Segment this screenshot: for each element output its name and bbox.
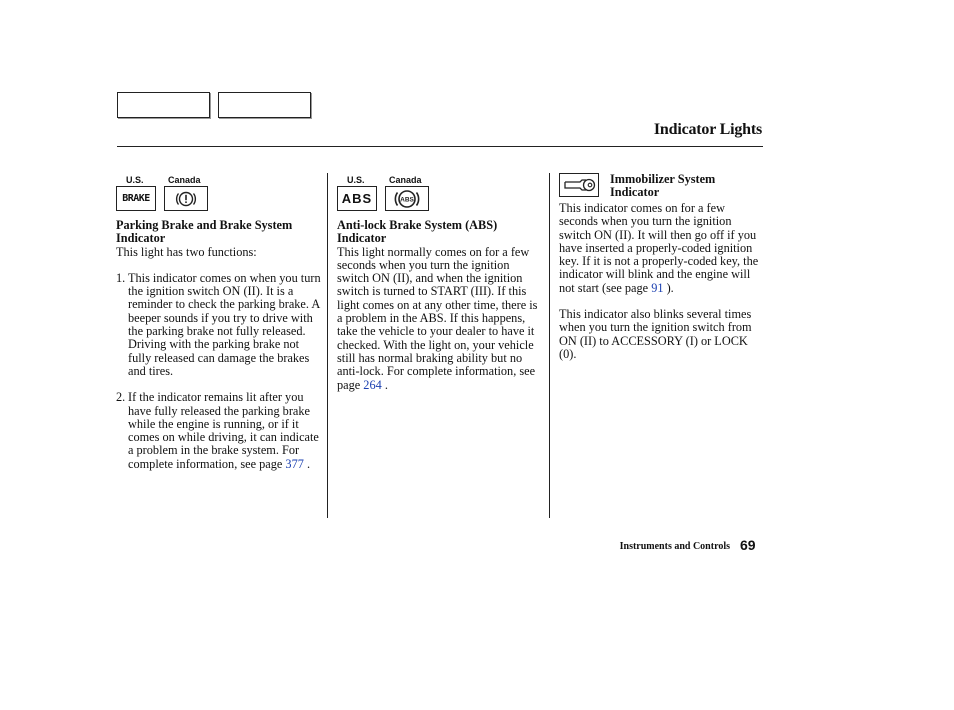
- list-item: [116, 391, 322, 471]
- page-number: 69: [740, 537, 756, 553]
- abs-section: [337, 174, 543, 392]
- canada-label: Canada: [168, 175, 201, 185]
- immobilizer-heading: Immobilizer System Indicator: [610, 172, 716, 199]
- page-link-377[interactable]: 377: [285, 456, 304, 471]
- abs-body: [337, 246, 543, 392]
- immobilizer-para-2: This indicator also blinks several times when you turn the ignition switch from ON (II) to ACCESSORY (I) or LOCK (0).: [559, 307, 752, 361]
- list-number: 2.: [116, 390, 126, 405]
- page-link-91[interactable]: 91: [651, 280, 664, 295]
- abs-icon-text: ABS: [341, 190, 373, 206]
- column-divider: [549, 173, 550, 518]
- nav-button-1[interactable]: [117, 92, 210, 118]
- abs-body-end: .: [384, 377, 388, 392]
- list-text: If the indicator remains lit after you have fully released the parking brake while the engine is running, or if it comes on while driving, it can indicate a problem in the brake system. For complete information, see page: [128, 390, 319, 471]
- immobilizer-text-end: ).: [666, 280, 674, 295]
- page-title: Indicator Lights: [653, 121, 762, 138]
- abs-text-icon: [337, 186, 377, 211]
- list-text-end: .: [306, 456, 311, 471]
- title-rule: [117, 146, 763, 147]
- parking-brake-section: [116, 174, 322, 471]
- list-item: [116, 272, 322, 378]
- abs-body-text: This light normally comes on for a few seconds when you turn the ignition switch ON (II), and when the ignition switch is turned to START (III). If this light comes on at any other time, there is a problem in the ABS. If this happens, take the vehicle to your dealer to have it checked. With the light on, your vehicle still has normal braking ability but no anti-lock. For complete information, see page: [337, 244, 538, 392]
- immobilizer-section: [559, 174, 763, 361]
- column-divider: [327, 173, 328, 518]
- us-label: U.S.: [347, 175, 365, 185]
- parking-brake-intro: This light has two functions:: [116, 244, 257, 259]
- abs-circle-text: ABS: [400, 196, 414, 203]
- immobilizer-para-1: [559, 202, 763, 295]
- key-icon: [559, 173, 599, 197]
- list-text: This indicator comes on when you turn the ignition switch ON (II). It is a reminder to check the parking brake. A beeper sounds if you try to drive with the parking brake not fully released. Driving with the parking brake not fully released can damage the brakes and tires.: [128, 270, 321, 378]
- nav-button-2[interactable]: [218, 92, 311, 118]
- circle-exclamation-icon: [164, 186, 208, 211]
- canada-label: Canada: [389, 175, 422, 185]
- us-label: U.S.: [126, 175, 144, 185]
- abs-heading: Anti-lock Brake System (ABS) Indicator: [337, 218, 498, 246]
- footer-section-name: Instruments and Controls: [619, 541, 730, 552]
- brake-text-icon: [116, 186, 156, 211]
- list-number: 1.: [116, 270, 126, 285]
- page-link-264[interactable]: 264: [363, 377, 382, 392]
- immobilizer-text: This indicator comes on for a few seconds when you turn the ignition switch ON (II). It will then go off if you have inserted a properly-coded ignition key. If it is not a properly-coded key, the indicator will blink and the engine will not start (see page: [559, 201, 759, 295]
- brake-icon-text: BRAKE: [122, 192, 150, 204]
- parking-brake-heading: Parking Brake and Brake System Indicator: [116, 218, 293, 246]
- abs-circle-icon: [385, 186, 429, 211]
